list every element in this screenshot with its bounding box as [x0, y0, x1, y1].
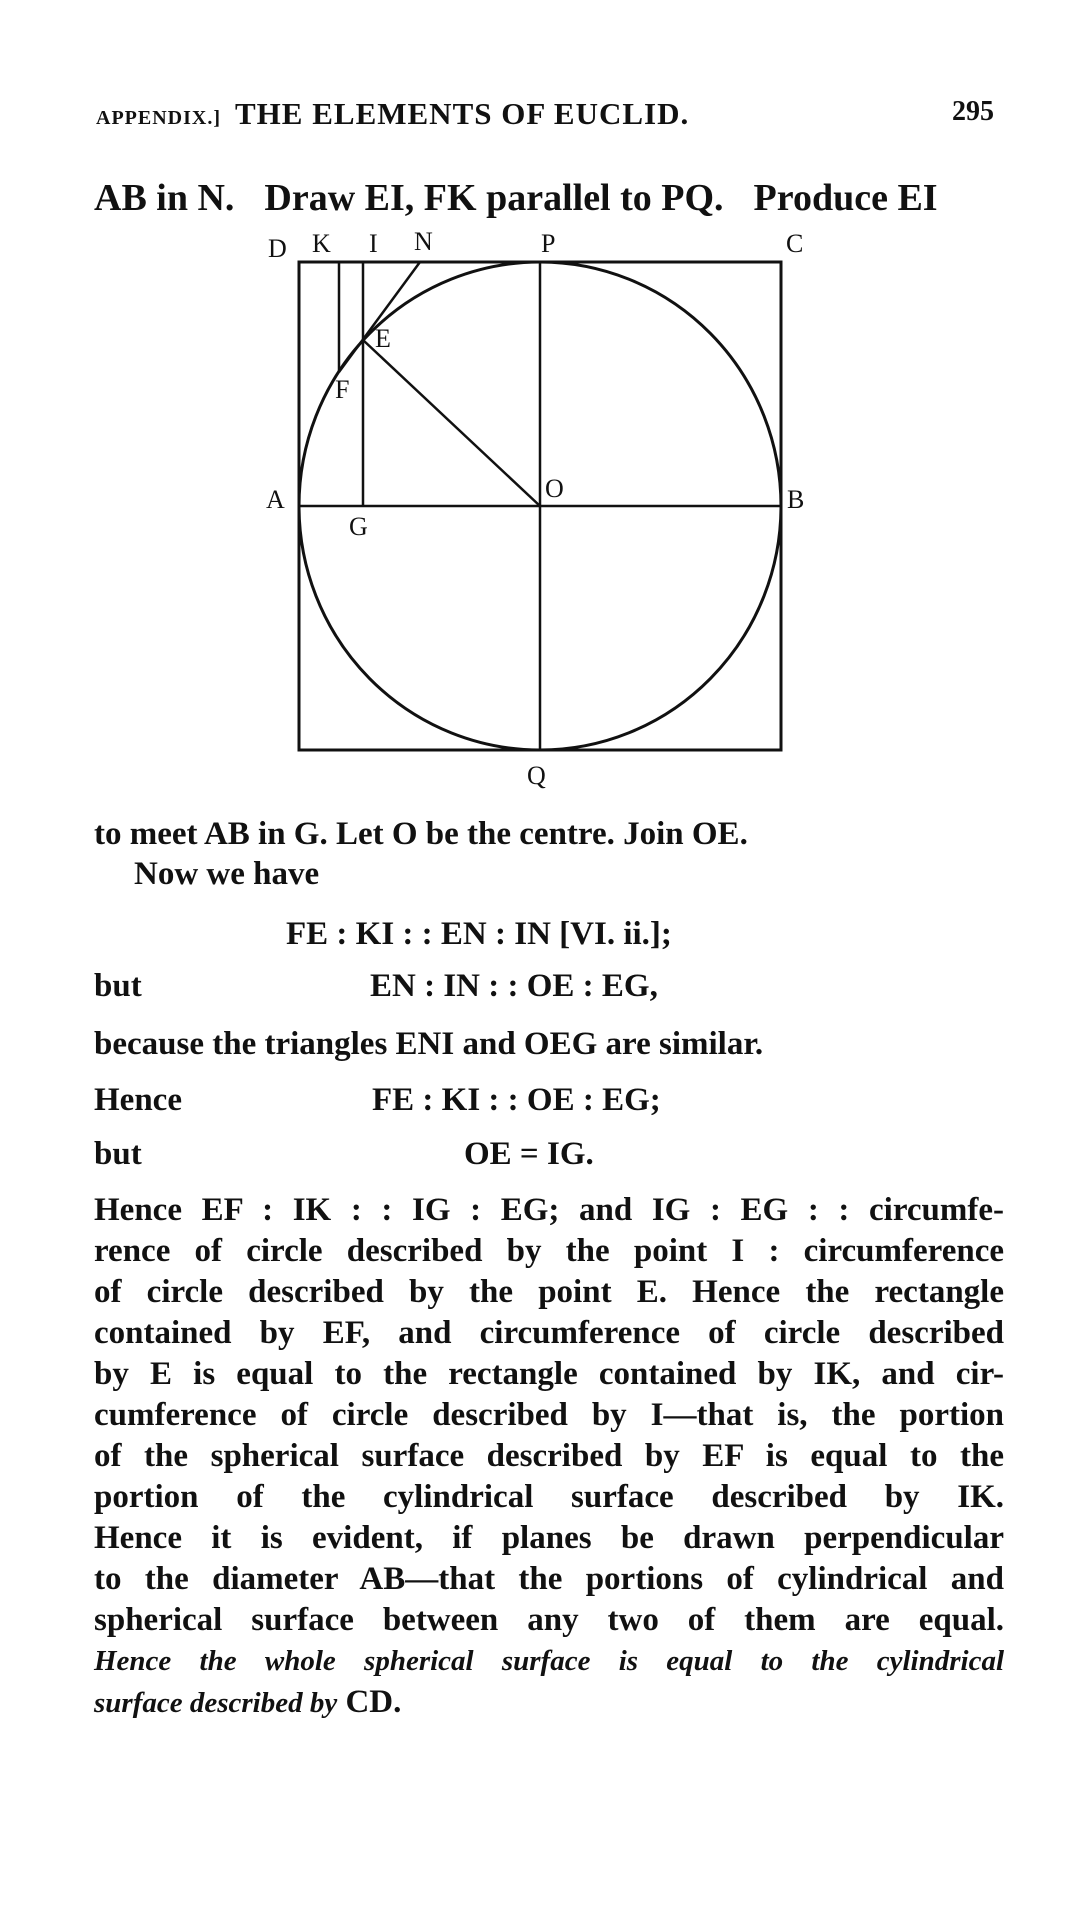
label-a: A — [266, 485, 285, 514]
body-line: Now we have — [134, 856, 320, 892]
body-line: of the spherical surface described by EF is equal to the — [94, 1438, 1004, 1474]
equation: OE = IG. — [464, 1136, 594, 1172]
label-f: F — [335, 375, 350, 404]
italic-line: surface described by — [94, 1687, 338, 1719]
section-label: APPENDIX.] — [96, 107, 221, 129]
equation: EN : IN : : OE : EG, — [370, 968, 658, 1004]
body-line: Hence it is evident, if planes be drawn perpendicular — [94, 1520, 1004, 1556]
body-line: rence of circle described by the point I : circumference — [94, 1233, 1004, 1269]
page-body — [94, 0, 1004, 1912]
body-text: CD. — [345, 1684, 402, 1720]
body-line: but — [94, 1136, 142, 1172]
page-number: 295 — [952, 96, 994, 127]
final-line — [94, 1682, 401, 1724]
equation: FE : KI : : EN : IN [VI. ii.]; — [286, 916, 672, 952]
body-line: portion of the cylindrical surface described by IK. — [94, 1479, 1004, 1515]
body-line: cumference of circle described by I—that is, the portion — [94, 1397, 1004, 1433]
label-g: G — [349, 512, 368, 541]
intro-part-2: Draw EI, FK parallel to PQ. — [264, 177, 724, 219]
label-b: B — [787, 485, 805, 514]
label-i: I — [369, 229, 378, 258]
body-line: contained by EF, and circumference of circle described — [94, 1315, 1004, 1351]
body-line: Hence EF : IK : : IG : EG; and IG : EG : : circumfe- — [94, 1192, 1004, 1228]
body-line: because the triangles ENI and OEG are similar. — [94, 1026, 764, 1062]
book-title: THE ELEMENTS OF EUCLID. — [235, 96, 690, 131]
body-line: Hence — [94, 1082, 182, 1118]
body-line: to the diameter AB—that the portions of cylindrical and — [94, 1561, 1004, 1597]
equation: FE : KI : : OE : EG; — [372, 1082, 661, 1118]
body-line: by E is equal to the rectangle contained by IK, and cir- — [94, 1356, 1004, 1392]
label-e: E — [375, 324, 391, 353]
intro-part-3: Produce EI — [753, 177, 938, 219]
label-o: O — [545, 474, 564, 503]
italic-line: Hence the whole spherical surface is equal to the cylindrical — [94, 1645, 1004, 1677]
label-q: Q — [527, 761, 546, 790]
label-d: D — [268, 234, 287, 263]
body-line: but — [94, 968, 142, 1004]
intro-part-1: AB in N. — [94, 177, 235, 219]
label-k: K — [312, 229, 331, 258]
body-line: spherical surface between any two of them are equal. — [94, 1602, 1004, 1638]
label-c: C — [786, 229, 804, 258]
body-line: of circle described by the point E. Hence the rectangle — [94, 1274, 1004, 1310]
label-n: N — [414, 227, 433, 256]
body-line: to meet AB in G. Let O be the centre. Join OE. — [94, 816, 748, 852]
label-p: P — [541, 229, 556, 258]
